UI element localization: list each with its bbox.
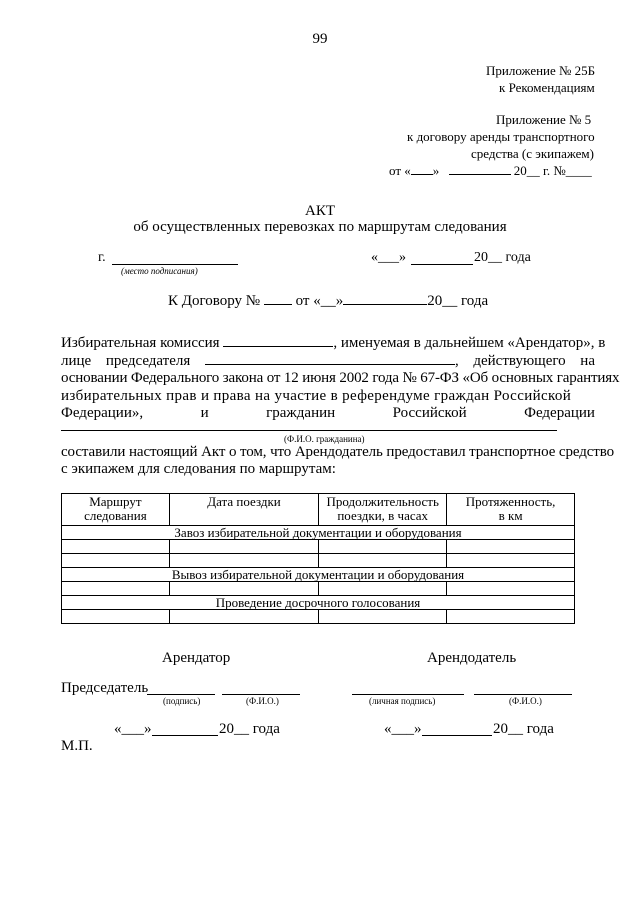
table-section-row — [62, 568, 575, 582]
tenant-date-year: 20__ года — [219, 721, 280, 737]
section-early-voting: Проведение досрочного голосования — [62, 596, 575, 610]
table-row — [62, 540, 575, 554]
city-prefix: г. — [98, 250, 106, 265]
fio-hint: (Ф.И.О. гражданина) — [284, 434, 365, 444]
place-hint: (место подписания) — [121, 266, 198, 276]
table-row — [62, 554, 575, 568]
table-cell — [169, 554, 318, 568]
header-duration: Продолжительность поездки, в часах — [319, 494, 447, 526]
table-cell — [169, 610, 318, 624]
section-delivery: Завоз избирательной документации и оборудования — [62, 526, 575, 540]
city-blank — [112, 264, 238, 265]
landlord-fio-blank — [474, 694, 572, 695]
fio-hint-right: (Ф.И.О.) — [509, 696, 542, 706]
tenant-date-open: «___» — [114, 721, 152, 737]
appendix-5-title: Приложение № 5 — [496, 112, 592, 127]
act-body: Избирательная комиссия , именуемая в дальнейшем «Арендатор», в лице председателя , действующего на основании Федерального закона от 12 июня 2002 года № 67-ФЗ «Об основных гарантиях избирательных прав и права на участие в референдуме граждан Российской Федерации», и гражданин Российской Федерации — [61, 335, 620, 421]
table-cell — [62, 582, 170, 596]
act-title: АКТ — [305, 203, 335, 219]
body-line-7: с экипажем для следования по маршрутам: — [61, 461, 336, 477]
table-cell — [62, 610, 170, 624]
table-cell — [447, 540, 575, 554]
contract-date-line: от « » 20__ г. №____ — [389, 163, 592, 178]
tenant-date-blank — [152, 735, 218, 736]
fio-blank — [61, 430, 557, 431]
appendix-5-ref-2: средства (с экипажем) — [471, 146, 594, 161]
table-row — [62, 610, 575, 624]
table-cell — [319, 610, 447, 624]
landlord-label: Арендодатель — [427, 650, 517, 666]
appendix-title: Приложение № 25Б — [486, 63, 596, 78]
table-cell — [62, 554, 170, 568]
signing-date-year: 20__ года — [474, 250, 531, 265]
contract-line: К Договору № от «__» 20__ года — [168, 293, 489, 309]
appendix-ref: к Рекомендациям — [499, 80, 595, 95]
header-distance: Протяженность, в км — [447, 494, 575, 526]
table-cell — [319, 582, 447, 596]
body-line-6: составили настоящий Акт о том, что Арендодатель предоставил транспортное средство — [61, 444, 615, 460]
chairman-sign-blank — [147, 694, 215, 695]
landlord-date-year: 20__ года — [493, 721, 554, 737]
table-cell — [319, 554, 447, 568]
page-number: 99 — [312, 31, 328, 47]
signing-date-open: «___» — [371, 250, 406, 265]
sign-hint: (подпись) — [163, 696, 201, 706]
table-row — [62, 582, 575, 596]
chairman-fio-blank — [222, 694, 300, 695]
fio-hint-left: (Ф.И.О.) — [246, 696, 279, 706]
table-cell — [169, 582, 318, 596]
tenant-label: Арендатор — [162, 650, 231, 666]
stamp-label: М.П. — [61, 738, 93, 754]
table-cell — [447, 554, 575, 568]
table-header-row — [62, 494, 575, 526]
signing-date-blank — [411, 264, 473, 265]
act-subtitle: об осуществленных перевозках по маршрутам следования — [133, 219, 507, 235]
table-section-row — [62, 526, 575, 540]
table-cell — [447, 582, 575, 596]
header-date: Дата поездки — [169, 494, 318, 526]
section-removal: Вывоз избирательной документации и оборудования — [62, 568, 575, 582]
chairman-label: Председатель — [61, 680, 149, 696]
landlord-date-blank — [422, 735, 492, 736]
routes-table — [61, 493, 575, 624]
header-route: Маршрут следования — [62, 494, 170, 526]
table-section-row — [62, 596, 575, 610]
table-cell — [169, 540, 318, 554]
table-cell — [62, 540, 170, 554]
personal-sign-hint: (личная подпись) — [369, 696, 436, 706]
appendix-5-ref-1: к договору аренды транспортного — [407, 129, 595, 144]
landlord-sign-blank — [352, 694, 464, 695]
landlord-date-open: «___» — [384, 721, 422, 737]
table-cell — [447, 610, 575, 624]
table-cell — [319, 540, 447, 554]
